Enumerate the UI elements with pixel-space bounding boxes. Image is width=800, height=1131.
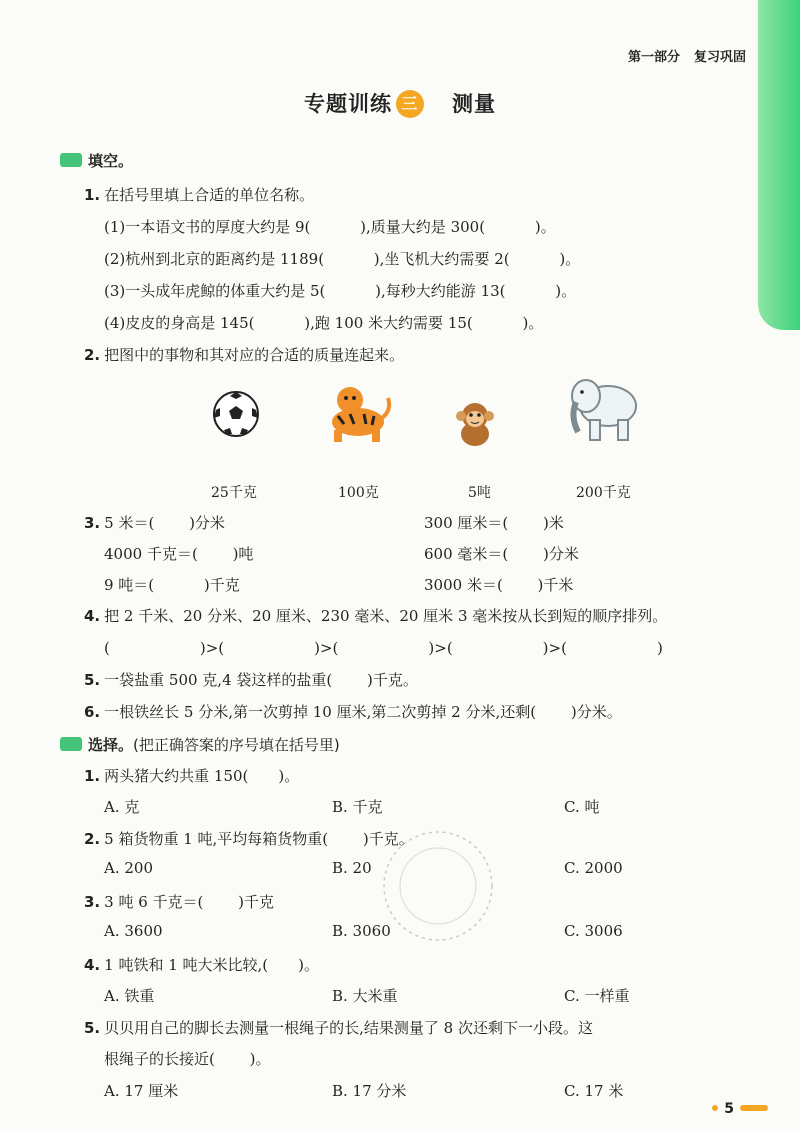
section-choice	[60, 734, 340, 755]
soccer-ball-icon	[212, 390, 260, 438]
section-badge-icon	[60, 737, 82, 751]
choice-5	[84, 1017, 593, 1038]
page-number: 5	[712, 1101, 768, 1117]
section-label: 填空。	[88, 152, 134, 170]
choice-3-option-a: A. 3600	[104, 922, 163, 940]
question-4	[84, 605, 667, 626]
choice-1	[84, 765, 299, 786]
question-number: 5.	[84, 671, 101, 689]
title-prefix: 专题训练	[304, 92, 392, 116]
question-stem: 3 吨 6 千克＝( )千克	[104, 893, 275, 911]
question-stem: 一袋盐重 500 克,4 袋这样的盐重( )千克。	[104, 671, 418, 689]
q3-row3-left: 9 吨＝( )千克	[104, 576, 240, 594]
choice-4-option-b: B. 大米重	[332, 987, 398, 1005]
mass-option-2: 100克	[338, 485, 379, 501]
choice-1-option-a: A. 克	[104, 798, 140, 816]
question-6	[84, 701, 622, 722]
mass-option-4: 200千克	[576, 485, 631, 501]
q3-row1-left: 5 米＝( )分米	[104, 514, 225, 532]
question-2	[84, 344, 404, 365]
question-number: 4.	[84, 956, 101, 974]
header-section: 复习巩固	[693, 50, 746, 65]
q1-line-3: (3)一头成年虎鲸的体重大约是 5( ),每秒大约能游 13( )。	[104, 282, 577, 300]
choice-5-option-c: C. 17 米	[564, 1082, 624, 1100]
question-number: 1.	[84, 186, 101, 204]
section-label: 选择。	[88, 736, 134, 754]
elephant-icon	[564, 372, 640, 444]
q3-row3-right: 3000 米＝( )千米	[424, 576, 574, 594]
choice-2-option-b: B. 20	[332, 859, 372, 877]
title-number-badge: 三	[396, 90, 424, 118]
question-1	[84, 184, 314, 205]
section-badge-icon	[60, 153, 82, 167]
choice-4	[84, 954, 319, 975]
choice-1-option-c: C. 吨	[564, 798, 600, 816]
choice-5-option-b: B. 17 分米	[332, 1082, 407, 1100]
question-stem: 一根铁丝长 5 分米,第一次剪掉 10 厘米,第二次剪掉 2 分米,还剩( )分米。	[104, 703, 622, 721]
choice-2	[84, 828, 414, 849]
title-topic: 测量	[452, 92, 496, 116]
page-title	[0, 88, 800, 118]
choice-2-option-a: A. 200	[104, 859, 153, 877]
q4-answer-blanks: ( )>( )>( )>( )>( )	[104, 639, 663, 657]
question-number: 1.	[84, 767, 101, 785]
tiger-icon	[320, 382, 392, 444]
choice-4-option-c: C. 一样重	[564, 987, 630, 1005]
q1-line-2: (2)杭州到北京的距离约是 1189( ),坐飞机大约需要 2( )。	[104, 250, 581, 268]
question-number: 4.	[84, 607, 101, 625]
mass-option-1: 25千克	[211, 485, 257, 501]
question-number: 2.	[84, 346, 101, 364]
question-number: 5.	[84, 1019, 101, 1037]
choice-4-option-a: A. 铁重	[104, 987, 155, 1005]
q3-row2-left: 4000 千克＝( )吨	[104, 545, 254, 563]
q3-row2-right: 600 毫米＝( )分米	[424, 545, 579, 563]
question-number: 3.	[84, 514, 101, 532]
choice-3-option-b: B. 3060	[332, 922, 391, 940]
choice-5-option-a: A. 17 厘米	[104, 1082, 179, 1100]
question-stem: 把 2 千米、20 分米、20 厘米、230 毫米、20 厘米 3 毫米按从长到短的顺序排列。	[104, 607, 668, 625]
question-stem: 5 箱货物重 1 吨,平均每箱货物重( )千克。	[104, 830, 414, 848]
q1-line-4: (4)皮皮的身高是 145( ),跑 100 米大约需要 15( )。	[104, 314, 544, 332]
question-number: 3.	[84, 893, 101, 911]
question-stem-line-2: 根绳子的长接近( )。	[104, 1050, 271, 1068]
question-stem-line-1: 贝贝用自己的脚长去测量一根绳子的长,结果测量了 8 次还剩下一小段。这	[104, 1019, 593, 1037]
choice-3-option-c: C. 3006	[564, 922, 623, 940]
question-number: 6.	[84, 703, 101, 721]
question-stem: 在括号里填上合适的单位名称。	[104, 186, 315, 204]
section-fill-in	[60, 150, 133, 171]
question-stem: 1 吨铁和 1 吨大米比较,( )。	[104, 956, 320, 974]
question-number: 2.	[84, 830, 101, 848]
q2-images	[200, 372, 660, 452]
q1-line-1: (1)一本语文书的厚度大约是 9( ),质量大约是 300( )。	[104, 218, 556, 236]
green-page-tab	[758, 0, 800, 330]
mass-option-3: 5吨	[468, 485, 491, 501]
choice-3	[84, 891, 274, 912]
section-note: (把正确答案的序号填在括号里)	[133, 736, 340, 754]
question-stem: 两头猪大约共重 150( )。	[104, 767, 300, 785]
page-dot-icon	[712, 1105, 718, 1111]
choice-1-option-b: B. 千克	[332, 798, 383, 816]
header-part: 第一部分	[627, 50, 680, 65]
page-bar-icon	[740, 1105, 768, 1111]
watermark-stamp	[378, 826, 498, 946]
running-header	[628, 46, 746, 65]
q3-row1-right: 300 厘米＝( )米	[424, 514, 564, 532]
question-3	[84, 512, 225, 533]
question-stem: 把图中的事物和其对应的合适的质量连起来。	[104, 346, 405, 364]
choice-2-option-c: C. 2000	[564, 859, 623, 877]
monkey-icon	[450, 398, 500, 448]
question-5	[84, 669, 418, 690]
